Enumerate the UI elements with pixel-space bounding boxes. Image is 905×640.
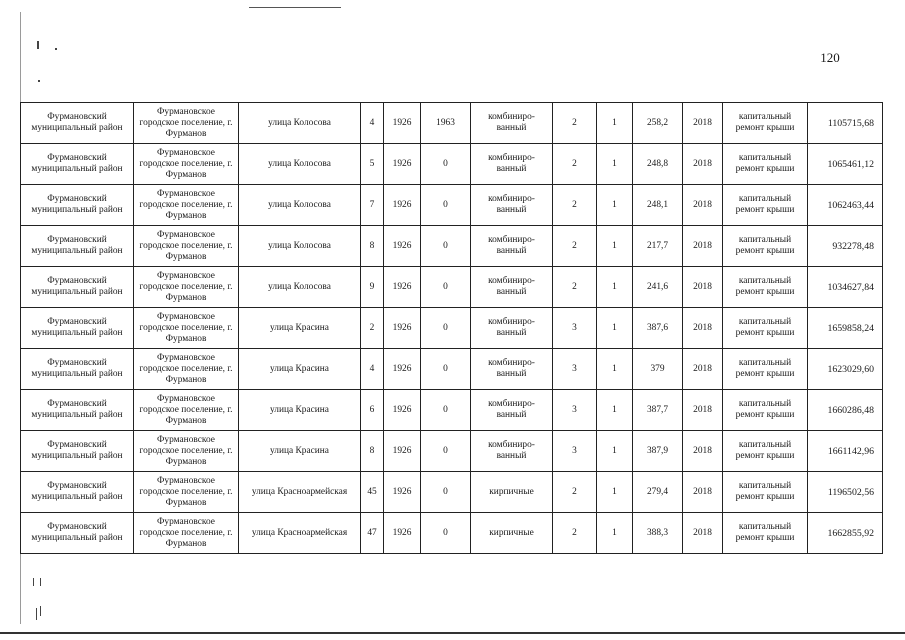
table-row bbox=[21, 390, 883, 431]
house-number-cell: 9 bbox=[361, 267, 384, 308]
entrances-cell: 1 bbox=[597, 226, 633, 267]
district-cell: Фурмановский муниципальный район bbox=[21, 431, 134, 472]
settlement-cell: Фурмановское городское поселение, г. Фурманов bbox=[134, 472, 239, 513]
entrances-cell: 1 bbox=[597, 390, 633, 431]
street-cell: улица Колосова bbox=[239, 103, 361, 144]
area-cell: 241,6 bbox=[633, 267, 683, 308]
house-number-cell: 4 bbox=[361, 103, 384, 144]
settlement-cell: Фурмановское городское поселение, г. Фурманов bbox=[134, 349, 239, 390]
cost-cell: 1661142,96 bbox=[808, 431, 883, 472]
year-built-cell: 1926 bbox=[384, 267, 421, 308]
cost-cell: 1105715,68 bbox=[808, 103, 883, 144]
street-cell: улица Колосова bbox=[239, 144, 361, 185]
entrances-cell: 1 bbox=[597, 431, 633, 472]
area-cell: 387,7 bbox=[633, 390, 683, 431]
floors-cell: 2 bbox=[553, 226, 597, 267]
district-cell: Фурмановский муниципальный район bbox=[21, 308, 134, 349]
street-cell: улица Красноармейская bbox=[239, 472, 361, 513]
cost-cell: 1196502,56 bbox=[808, 472, 883, 513]
floors-cell: 2 bbox=[553, 513, 597, 554]
floors-cell: 2 bbox=[553, 144, 597, 185]
wall-material-cell: комбиниро-ванный bbox=[471, 431, 553, 472]
entrances-cell: 1 bbox=[597, 185, 633, 226]
settlement-cell: Фурмановское городское поселение, г. Фурманов bbox=[134, 144, 239, 185]
wall-material-cell: комбиниро-ванный bbox=[471, 308, 553, 349]
entrances-cell: 1 bbox=[597, 513, 633, 554]
floors-cell: 3 bbox=[553, 431, 597, 472]
last-repair-year-cell: 0 bbox=[421, 390, 471, 431]
district-cell: Фурмановский муниципальный район bbox=[21, 472, 134, 513]
house-number-cell: 6 bbox=[361, 390, 384, 431]
table-row bbox=[21, 349, 883, 390]
table-row bbox=[21, 513, 883, 554]
table-row bbox=[21, 226, 883, 267]
plan-year-cell: 2018 bbox=[683, 185, 723, 226]
work-type-cell: капитальный ремонт крыши bbox=[723, 472, 808, 513]
scan-speck bbox=[33, 578, 34, 586]
work-type-cell: капитальный ремонт крыши bbox=[723, 390, 808, 431]
cost-cell: 1662855,92 bbox=[808, 513, 883, 554]
street-cell: улица Колосова bbox=[239, 267, 361, 308]
year-built-cell: 1926 bbox=[384, 431, 421, 472]
last-repair-year-cell: 0 bbox=[421, 267, 471, 308]
settlement-cell: Фурмановское городское поселение, г. Фурманов bbox=[134, 226, 239, 267]
plan-year-cell: 2018 bbox=[683, 103, 723, 144]
area-cell: 248,1 bbox=[633, 185, 683, 226]
district-cell: Фурмановский муниципальный район bbox=[21, 349, 134, 390]
floors-cell: 3 bbox=[553, 349, 597, 390]
house-number-cell: 8 bbox=[361, 431, 384, 472]
wall-material-cell: комбиниро-ванный bbox=[471, 349, 553, 390]
district-cell: Фурмановский муниципальный район bbox=[21, 390, 134, 431]
street-cell: улица Колосова bbox=[239, 226, 361, 267]
last-repair-year-cell: 0 bbox=[421, 144, 471, 185]
plan-year-cell: 2018 bbox=[683, 226, 723, 267]
area-cell: 387,9 bbox=[633, 431, 683, 472]
scan-speck bbox=[37, 41, 39, 49]
floors-cell: 3 bbox=[553, 308, 597, 349]
area-cell: 388,3 bbox=[633, 513, 683, 554]
work-type-cell: капитальный ремонт крыши bbox=[723, 185, 808, 226]
cost-cell: 932278,48 bbox=[808, 226, 883, 267]
last-repair-year-cell: 0 bbox=[421, 308, 471, 349]
district-cell: Фурмановский муниципальный район bbox=[21, 185, 134, 226]
entrances-cell: 1 bbox=[597, 472, 633, 513]
house-number-cell: 4 bbox=[361, 349, 384, 390]
house-number-cell: 5 bbox=[361, 144, 384, 185]
scan-top-line bbox=[249, 7, 341, 8]
table-row bbox=[21, 267, 883, 308]
housing-repair-table bbox=[20, 102, 883, 554]
year-built-cell: 1926 bbox=[384, 308, 421, 349]
scan-bottom-line bbox=[0, 632, 905, 634]
area-cell: 379 bbox=[633, 349, 683, 390]
work-type-cell: капитальный ремонт крыши bbox=[723, 308, 808, 349]
floors-cell: 2 bbox=[553, 267, 597, 308]
scan-speck bbox=[38, 80, 40, 82]
plan-year-cell: 2018 bbox=[683, 390, 723, 431]
plan-year-cell: 2018 bbox=[683, 308, 723, 349]
year-built-cell: 1926 bbox=[384, 349, 421, 390]
scan-speck bbox=[40, 578, 41, 586]
wall-material-cell: комбиниро-ванный bbox=[471, 267, 553, 308]
year-built-cell: 1926 bbox=[384, 144, 421, 185]
work-type-cell: капитальный ремонт крыши bbox=[723, 513, 808, 554]
street-cell: улица Красноармейская bbox=[239, 513, 361, 554]
work-type-cell: капитальный ремонт крыши bbox=[723, 144, 808, 185]
work-type-cell: капитальный ремонт крыши bbox=[723, 226, 808, 267]
entrances-cell: 1 bbox=[597, 267, 633, 308]
area-cell: 279,4 bbox=[633, 472, 683, 513]
settlement-cell: Фурмановское городское поселение, г. Фурманов bbox=[134, 513, 239, 554]
entrances-cell: 1 bbox=[597, 144, 633, 185]
house-number-cell: 2 bbox=[361, 308, 384, 349]
floors-cell: 3 bbox=[553, 390, 597, 431]
work-type-cell: капитальный ремонт крыши bbox=[723, 349, 808, 390]
table-body bbox=[21, 103, 883, 554]
area-cell: 248,8 bbox=[633, 144, 683, 185]
settlement-cell: Фурмановское городское поселение, г. Фурманов bbox=[134, 267, 239, 308]
street-cell: улица Красина bbox=[239, 431, 361, 472]
work-type-cell: капитальный ремонт крыши bbox=[723, 267, 808, 308]
scan-speck bbox=[36, 608, 37, 620]
entrances-cell: 1 bbox=[597, 103, 633, 144]
scan-speck bbox=[40, 606, 41, 616]
area-cell: 387,6 bbox=[633, 308, 683, 349]
table-row bbox=[21, 103, 883, 144]
last-repair-year-cell: 0 bbox=[421, 226, 471, 267]
entrances-cell: 1 bbox=[597, 308, 633, 349]
wall-material-cell: комбиниро-ванный bbox=[471, 103, 553, 144]
wall-material-cell: кирпичные bbox=[471, 513, 553, 554]
last-repair-year-cell: 0 bbox=[421, 431, 471, 472]
wall-material-cell: комбиниро-ванный bbox=[471, 144, 553, 185]
year-built-cell: 1926 bbox=[384, 226, 421, 267]
floors-cell: 2 bbox=[553, 185, 597, 226]
table-row bbox=[21, 472, 883, 513]
settlement-cell: Фурмановское городское поселение, г. Фурманов bbox=[134, 390, 239, 431]
work-type-cell: капитальный ремонт крыши bbox=[723, 431, 808, 472]
house-number-cell: 7 bbox=[361, 185, 384, 226]
area-cell: 217,7 bbox=[633, 226, 683, 267]
last-repair-year-cell: 0 bbox=[421, 185, 471, 226]
district-cell: Фурмановский муниципальный район bbox=[21, 226, 134, 267]
district-cell: Фурмановский муниципальный район bbox=[21, 513, 134, 554]
plan-year-cell: 2018 bbox=[683, 513, 723, 554]
district-cell: Фурмановский муниципальный район bbox=[21, 267, 134, 308]
table-row bbox=[21, 308, 883, 349]
year-built-cell: 1926 bbox=[384, 103, 421, 144]
plan-year-cell: 2018 bbox=[683, 431, 723, 472]
table-row bbox=[21, 431, 883, 472]
entrances-cell: 1 bbox=[597, 349, 633, 390]
last-repair-year-cell: 0 bbox=[421, 513, 471, 554]
last-repair-year-cell: 0 bbox=[421, 472, 471, 513]
house-number-cell: 45 bbox=[361, 472, 384, 513]
cost-cell: 1062463,44 bbox=[808, 185, 883, 226]
wall-material-cell: комбиниро-ванный bbox=[471, 390, 553, 431]
year-built-cell: 1926 bbox=[384, 472, 421, 513]
street-cell: улица Красина bbox=[239, 308, 361, 349]
settlement-cell: Фурмановское городское поселение, г. Фурманов bbox=[134, 185, 239, 226]
wall-material-cell: комбиниро-ванный bbox=[471, 226, 553, 267]
floors-cell: 2 bbox=[553, 103, 597, 144]
cost-cell: 1623029,60 bbox=[808, 349, 883, 390]
year-built-cell: 1926 bbox=[384, 513, 421, 554]
cost-cell: 1065461,12 bbox=[808, 144, 883, 185]
street-cell: улица Красина bbox=[239, 390, 361, 431]
plan-year-cell: 2018 bbox=[683, 472, 723, 513]
settlement-cell: Фурмановское городское поселение, г. Фурманов bbox=[134, 103, 239, 144]
area-cell: 258,2 bbox=[633, 103, 683, 144]
settlement-cell: Фурмановское городское поселение, г. Фурманов bbox=[134, 308, 239, 349]
page-number: 120 bbox=[820, 50, 840, 65]
table-row bbox=[21, 185, 883, 226]
street-cell: улица Колосова bbox=[239, 185, 361, 226]
street-cell: улица Красина bbox=[239, 349, 361, 390]
plan-year-cell: 2018 bbox=[683, 267, 723, 308]
last-repair-year-cell: 1963 bbox=[421, 103, 471, 144]
settlement-cell: Фурмановское городское поселение, г. Фурманов bbox=[134, 431, 239, 472]
house-number-cell: 8 bbox=[361, 226, 384, 267]
floors-cell: 2 bbox=[553, 472, 597, 513]
district-cell: Фурмановский муниципальный район bbox=[21, 144, 134, 185]
cost-cell: 1660286,48 bbox=[808, 390, 883, 431]
table-row bbox=[21, 144, 883, 185]
plan-year-cell: 2018 bbox=[683, 349, 723, 390]
cost-cell: 1034627,84 bbox=[808, 267, 883, 308]
work-type-cell: капитальный ремонт крыши bbox=[723, 103, 808, 144]
wall-material-cell: комбиниро-ванный bbox=[471, 185, 553, 226]
scan-speck bbox=[55, 48, 57, 50]
cost-cell: 1659858,24 bbox=[808, 308, 883, 349]
plan-year-cell: 2018 bbox=[683, 144, 723, 185]
wall-material-cell: кирпичные bbox=[471, 472, 553, 513]
house-number-cell: 47 bbox=[361, 513, 384, 554]
last-repair-year-cell: 0 bbox=[421, 349, 471, 390]
district-cell: Фурмановский муниципальный район bbox=[21, 103, 134, 144]
year-built-cell: 1926 bbox=[384, 185, 421, 226]
year-built-cell: 1926 bbox=[384, 390, 421, 431]
